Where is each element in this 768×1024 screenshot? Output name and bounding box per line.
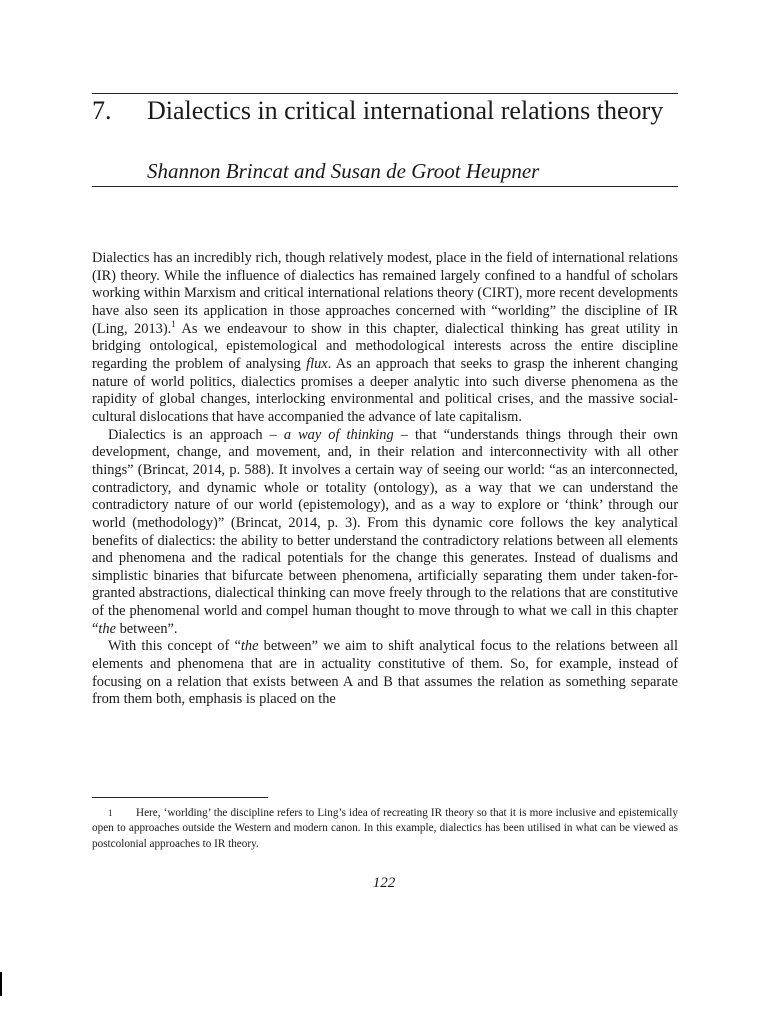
paragraph bbox=[92, 638, 678, 709]
footnote-number: 1 bbox=[108, 808, 113, 818]
footnote-reference: 1 bbox=[171, 318, 176, 329]
header-top-rule bbox=[92, 93, 678, 94]
italic-run: a way of thinking bbox=[283, 426, 394, 443]
footnote-text: Here, ‘worlding’ the discipline refers to Ling’s idea of recreating IR theory so that it is more inclusive and epistemically open to approaches outside the Western and modern canon. In this example, dialectics has been utilised in what can be viewed as postcolonial approaches to IR theory. bbox=[92, 807, 678, 850]
text-run: With this concept of “ bbox=[108, 638, 241, 655]
text-run: . As an approach that seeks to grasp the inherent changing nature of world politics, dialectics promises a deeper analytic into such diverse phenomena as the rapidity of global changes, interlocking environmental and political crises, and the massive social-cultural dislocations that have accompanied the advance of late capitalism. bbox=[92, 355, 678, 425]
footnote bbox=[92, 806, 678, 852]
header-bottom-rule bbox=[92, 186, 678, 187]
scan-edge-mark bbox=[0, 972, 2, 996]
footnote-rule bbox=[92, 797, 268, 798]
italic-run: the bbox=[240, 638, 259, 655]
paragraph bbox=[92, 427, 678, 639]
italic-run: flux bbox=[306, 355, 328, 372]
chapter-title: Dialectics in critical international relations theory bbox=[147, 96, 664, 125]
text-run: As we endeavour to show in this chapter, dialectical thinking has great utility in bridging ontological, epistemological and methodological interests across the entire discipline regarding the problem of analysing bbox=[92, 320, 678, 372]
chapter-number: 7. bbox=[92, 96, 112, 125]
italic-run: the bbox=[98, 620, 116, 637]
paragraph bbox=[92, 250, 678, 427]
text-run: Dialectics is an approach – bbox=[108, 426, 284, 443]
body-text bbox=[92, 250, 678, 709]
text-run: Dialectics has an incredibly rich, though relatively modest, place in the field of international relations (IR) theory. While the influence of dialectics has remained largely confined to a handful of scholars working within Marxism and critical international relations theory (CIRT), more recent developments have also seen its application in those approaches concerned with “worlding” the discipline of IR (Ling, 2013). bbox=[92, 250, 678, 337]
text-run: between” we aim to shift analytical focus to the relations between all elements and phenomena that are in actuality constitutive of them. So, for example, instead of focusing on a relation that exists between A and B that assumes the relation as something separate from them both, emphasis is placed on the bbox=[92, 638, 678, 708]
text-run: between”. bbox=[115, 620, 178, 637]
chapter-authors: Shannon Brincat and Susan de Groot Heupner bbox=[147, 159, 540, 183]
text-run: – that “understands things through their own development, change, and movement, and, in their relation and interconnectivity with all other things” (Brincat, 2014, p. 588). It involves a certain way of seeing our world: “as an interconnected, contradictory, and dynamic whole or totality (ontology), as a way that we can understand the contradictory nature of our world (epistemology), and as a way to explore or ‘think’ through our world (methodology)” (Brincat, 2014, p. 3). From this dynamic core follows the key analytical benefits of dialectics: the ability to better understand the contradictory relations between all elements and phenomena and the radical potentials for the change this generates. Instead of dualisms and simplistic binaries that bifurcate between phenomena, artificially separating them under taken-for-granted abstractions, dialectical thinking can move freely through to the relations that are constitutive of the phenomenal world and compel human thought to move through to what we call in this chapter “ bbox=[92, 426, 678, 637]
page-number: 122 bbox=[372, 875, 396, 891]
